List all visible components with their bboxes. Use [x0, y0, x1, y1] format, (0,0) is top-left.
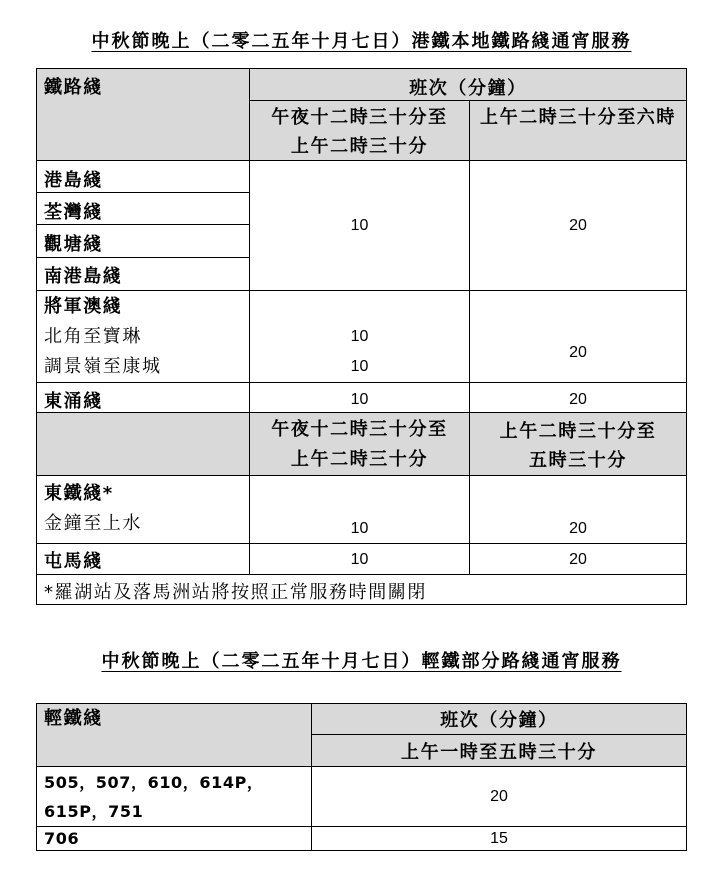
frequency-value: 20	[470, 383, 686, 412]
header-period-1-line: 午夜十二時三十分至	[271, 419, 448, 440]
frequency-value: 20	[470, 291, 686, 382]
light-rail-routes	[37, 767, 311, 826]
rail-service-title-text: 中秋節晚上（二零二五年十月七日）港鐵本地鐵路綫通宵服務	[91, 31, 632, 52]
rail-line-name: 屯馬綫	[37, 544, 249, 574]
rail-service-table	[36, 68, 687, 605]
light-rail-table	[36, 703, 687, 851]
header-frequency: 班次（分鐘）	[250, 69, 686, 100]
header-period-2	[470, 413, 686, 475]
header-period-2-line: 上午二時三十分至六時	[480, 107, 676, 128]
rail-line-name: 東涌綫	[37, 383, 249, 412]
rail-line-cell	[37, 291, 249, 382]
header-light-rail-line: 輕鐵綫	[37, 704, 311, 766]
header-period: 上午一時至五時三十分	[312, 735, 686, 766]
header-frequency: 班次（分鐘）	[312, 704, 686, 734]
frequency-value: 10	[350, 358, 369, 375]
route-list-line: 706	[44, 829, 80, 848]
header-period-2-line: 五時三十分	[529, 450, 627, 471]
route-list-line: 505，507，610，614P，	[44, 773, 264, 792]
header-rail-line: 鐵路綫	[37, 69, 249, 160]
light-rail-title-text: 中秋節晚上（二零二五年十月七日）輕鐵部分路綫通宵服務	[101, 651, 622, 672]
header-period-1	[250, 413, 469, 475]
frequency-value: 20	[470, 476, 686, 543]
header-period-1	[250, 101, 469, 160]
footnote: *羅湖站及落馬洲站將按照正常服務時間關閉	[37, 575, 686, 604]
frequency-value: 10	[250, 544, 469, 574]
rail-service-title	[36, 31, 687, 53]
rail-line-name: 東鐵綫*	[44, 483, 114, 504]
header-period-2	[470, 101, 686, 160]
header-blank	[37, 413, 249, 475]
frequency-cell	[250, 291, 469, 382]
frequency-value: 10	[250, 476, 469, 543]
header-period-2-line: 上午二時三十分至	[499, 421, 657, 442]
frequency-value: 20	[470, 161, 686, 290]
rail-line-cell	[37, 476, 249, 543]
rail-line-name: 港島綫	[37, 161, 249, 192]
rail-line-name: 荃灣綫	[37, 193, 249, 224]
light-rail-title	[36, 651, 687, 673]
header-period-1-line: 上午二時三十分	[290, 449, 429, 470]
rail-line-name: 將軍澳綫	[44, 296, 123, 317]
frequency-value: 20	[312, 767, 686, 826]
rail-branch-name: 金鐘至上水	[44, 513, 142, 534]
frequency-value: 10	[250, 161, 469, 290]
frequency-value: 15	[312, 827, 686, 850]
frequency-value: 20	[470, 544, 686, 574]
rail-branch-name: 北角至寶琳	[44, 326, 142, 347]
frequency-value: 10	[350, 328, 369, 345]
rail-line-name: 南港島綫	[37, 258, 249, 290]
header-period-1-line: 午夜十二時三十分至	[271, 107, 448, 128]
rail-branch-name: 調景嶺至康城	[44, 356, 162, 377]
frequency-value: 10	[250, 383, 469, 412]
rail-line-name: 觀塘綫	[37, 225, 249, 257]
light-rail-routes	[37, 827, 311, 850]
route-list-line: 615P，751	[44, 802, 144, 821]
header-period-1-line: 上午二時三十分	[290, 136, 429, 157]
